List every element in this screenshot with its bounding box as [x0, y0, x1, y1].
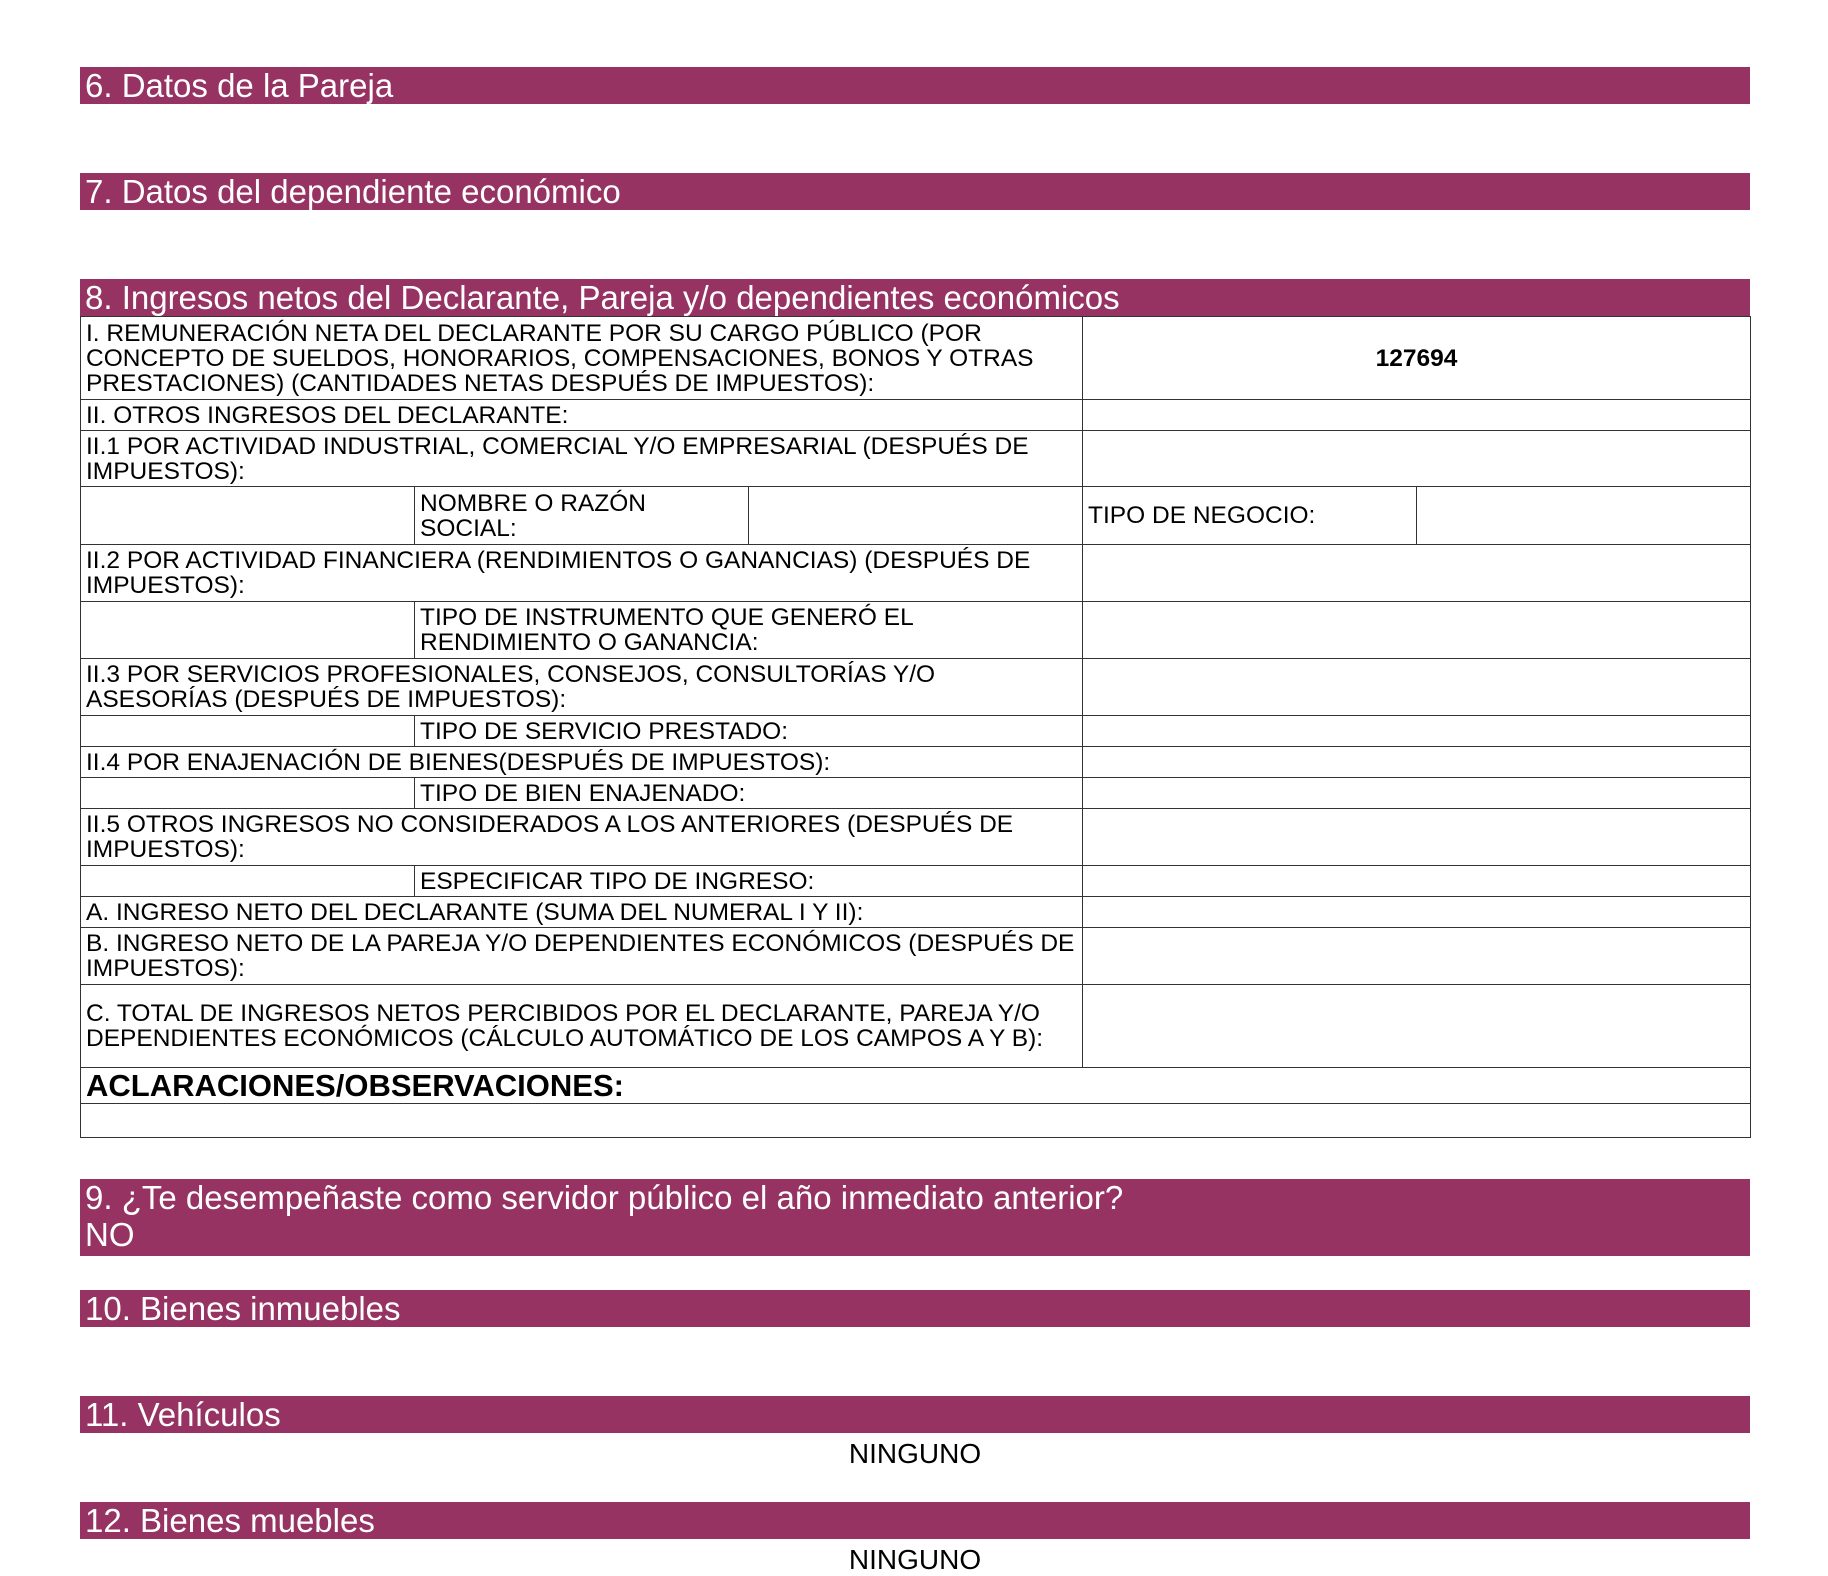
ii3-tipo-value	[1083, 716, 1751, 747]
ii2-label: II.2 POR ACTIVIDAD FINANCIERA (RENDIMIENTOS O GANANCIAS) (DESPUÉS DE IMPUESTOS):	[81, 545, 1083, 602]
otros-ingresos-label: II. OTROS INGRESOS DEL DECLARANTE:	[81, 400, 1083, 431]
table-row	[81, 716, 1751, 747]
observaciones-label: ACLARACIONES/OBSERVACIONES:	[81, 1068, 1751, 1104]
section-9-title: 9. ¿Te desempeñaste como servidor público el año inmediato anterior?	[85, 1179, 1124, 1216]
table-row	[81, 778, 1751, 809]
c-value	[1083, 985, 1751, 1068]
section-9-answer: NO	[85, 1216, 135, 1253]
table-row	[81, 809, 1751, 866]
ii5-tipo-label: ESPECIFICAR TIPO DE INGRESO:	[415, 866, 1083, 897]
ii5-tipo-value	[1083, 866, 1751, 897]
table-row	[81, 545, 1751, 602]
table-row	[81, 1104, 1751, 1138]
section-7-header: 7. Datos del dependiente económico	[80, 173, 1750, 210]
ii4-value	[1083, 747, 1751, 778]
ii3-blank-cell	[81, 716, 415, 747]
ii1-value	[1083, 431, 1751, 487]
table-row	[81, 985, 1751, 1068]
ii5-label: II.5 OTROS INGRESOS NO CONSIDERADOS A LOS ANTERIORES (DESPUÉS DE IMPUESTOS):	[81, 809, 1083, 866]
ii1-nombre-value	[749, 487, 1083, 545]
table-row	[81, 602, 1751, 659]
table-row	[81, 317, 1751, 400]
ii3-tipo-label: TIPO DE SERVICIO PRESTADO:	[415, 716, 1083, 747]
ii4-tipo-label: TIPO DE BIEN ENAJENADO:	[415, 778, 1083, 809]
ii1-tipo-negocio-label: TIPO DE NEGOCIO:	[1083, 487, 1417, 545]
table-row	[81, 1068, 1751, 1104]
remuneracion-label: I. REMUNERACIÓN NETA DEL DECLARANTE POR SU CARGO PÚBLICO (POR CONCEPTO DE SUELDOS, HONORARIOS, COMPENSACIONES, BONOS Y OTRAS PRESTACIONES) (CANTIDADES NETAS DESPUÉS DE IMPUESTOS):	[81, 317, 1083, 400]
ii2-blank-cell	[81, 602, 415, 659]
section-10-header: 10. Bienes inmuebles	[80, 1290, 1750, 1327]
section-9-header	[80, 1179, 1750, 1256]
table-row	[81, 866, 1751, 897]
ii2-value	[1083, 545, 1751, 602]
table-row	[81, 431, 1751, 487]
remuneracion-value: 127694	[1083, 317, 1751, 400]
ii3-label: II.3 POR SERVICIOS PROFESIONALES, CONSEJOS, CONSULTORÍAS Y/O ASESORÍAS (DESPUÉS DE IMPUESTOS):	[81, 659, 1083, 716]
section-12-header: 12. Bienes muebles	[80, 1502, 1750, 1539]
section-12-value: NINGUNO	[848, 1544, 982, 1575]
table-row	[81, 928, 1751, 985]
section-11-header: 11. Vehículos	[80, 1396, 1750, 1433]
section-11-value: NINGUNO	[848, 1438, 982, 1469]
ii1-nombre-label: NOMBRE O RAZÓN SOCIAL:	[415, 487, 749, 545]
b-label: B. INGRESO NETO DE LA PAREJA Y/O DEPENDIENTES ECONÓMICOS (DESPUÉS DE IMPUESTOS):	[81, 928, 1083, 985]
c-label: C. TOTAL DE INGRESOS NETOS PERCIBIDOS POR EL DECLARANTE, PAREJA Y/O DEPENDIENTES ECONÓMICOS (CÁLCULO AUTOMÁTICO DE LOS CAMPOS A Y B):	[81, 985, 1083, 1068]
ii1-label: II.1 POR ACTIVIDAD INDUSTRIAL, COMERCIAL Y/O EMPRESARIAL (DESPUÉS DE IMPUESTOS):	[81, 431, 1083, 487]
ii2-tipo-label: TIPO DE INSTRUMENTO QUE GENERÓ EL RENDIMIENTO O GANANCIA:	[415, 602, 1083, 659]
income-table	[80, 316, 1751, 1138]
ii5-value	[1083, 809, 1751, 866]
ii5-blank-cell	[81, 866, 415, 897]
observaciones-value	[81, 1104, 1751, 1138]
ii1-tipo-negocio-value	[1417, 487, 1751, 545]
table-row	[81, 400, 1751, 431]
table-row	[81, 897, 1751, 928]
otros-ingresos-value	[1083, 400, 1751, 431]
ii4-tipo-value	[1083, 778, 1751, 809]
table-row	[81, 747, 1751, 778]
b-value	[1083, 928, 1751, 985]
section-8-header: 8. Ingresos netos del Declarante, Pareja y/o dependientes económicos	[80, 279, 1750, 316]
ii4-blank-cell	[81, 778, 415, 809]
a-value	[1083, 897, 1751, 928]
ii3-value	[1083, 659, 1751, 716]
ii2-tipo-value	[1083, 602, 1751, 659]
ii1-blank-cell	[81, 487, 415, 545]
ii4-label: II.4 POR ENAJENACIÓN DE BIENES(DESPUÉS DE IMPUESTOS):	[81, 747, 1083, 778]
table-row	[81, 659, 1751, 716]
a-label: A. INGRESO NETO DEL DECLARANTE (SUMA DEL NUMERAL I Y II):	[81, 897, 1083, 928]
section-6-header: 6. Datos de la Pareja	[80, 67, 1750, 104]
table-row	[81, 487, 1751, 545]
